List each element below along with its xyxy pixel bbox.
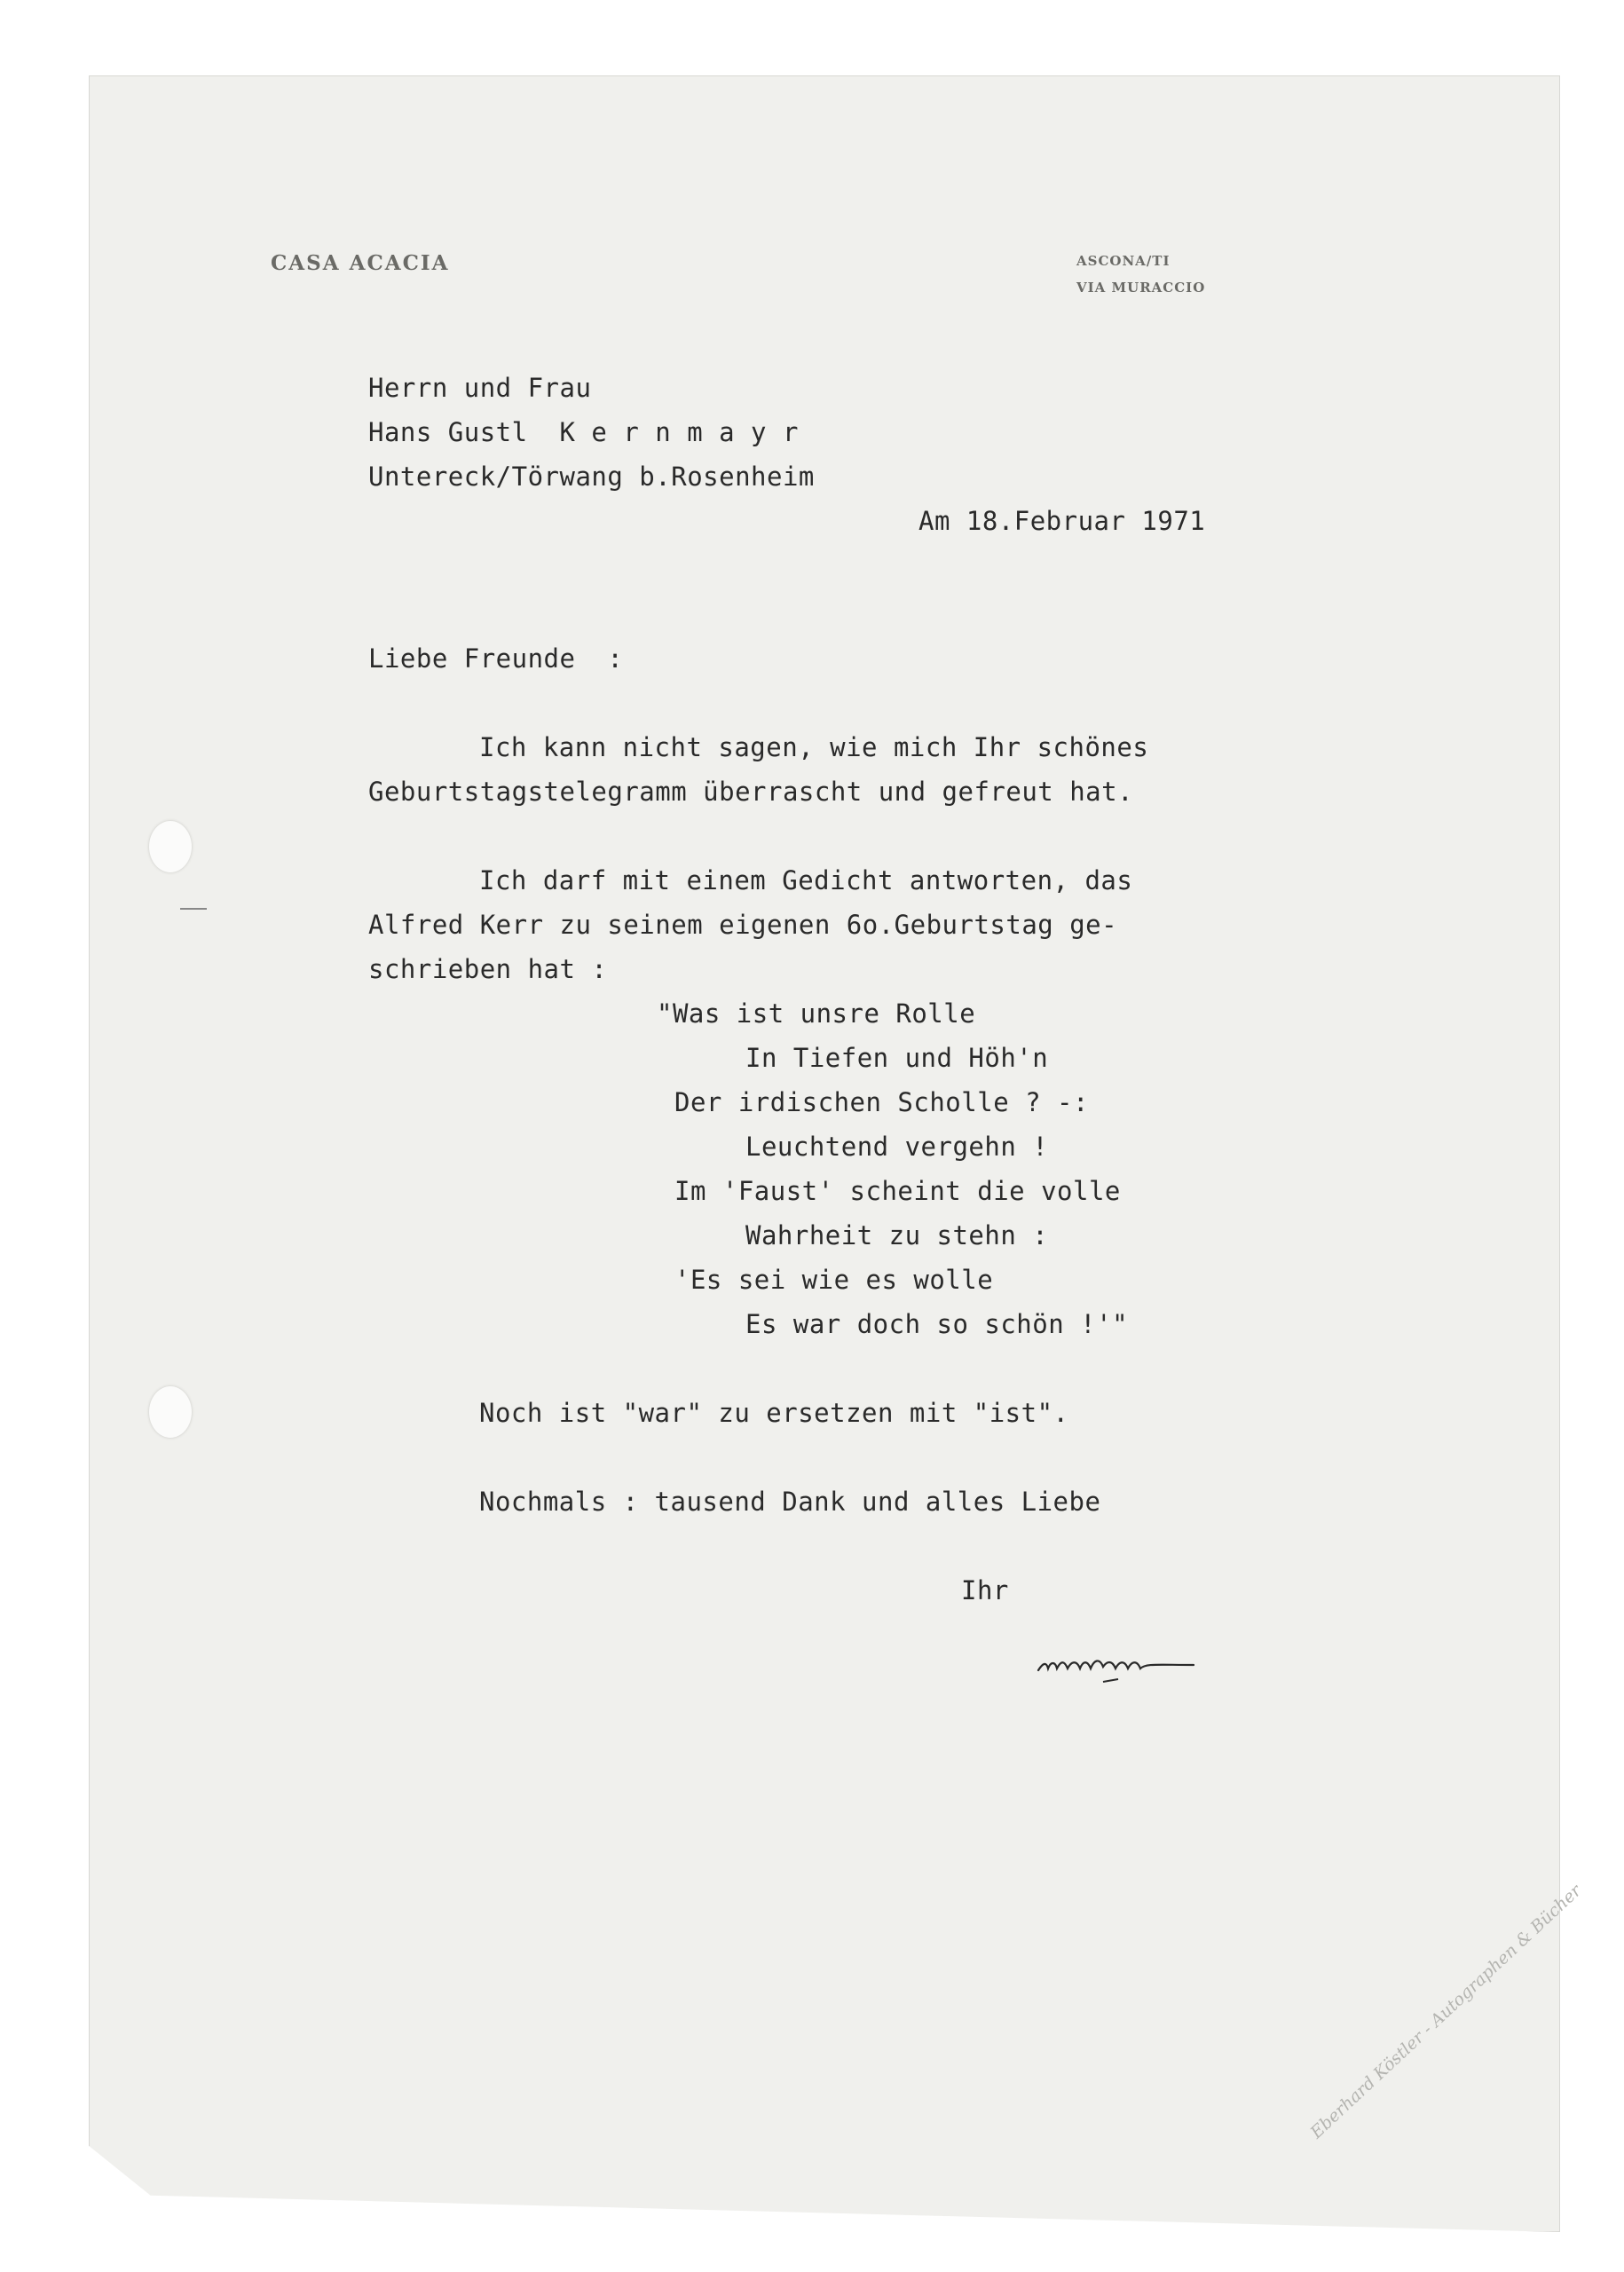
paragraph-2-line-3: schrieben hat : (368, 954, 608, 984)
punch-hole-bottom (149, 1386, 192, 1438)
recipient-line-1: Herrn und Frau (368, 373, 592, 403)
poem-line: "Was ist unsre Rolle (657, 998, 976, 1029)
closing-line-1: Noch ist "war" zu ersetzen mit "ist". (479, 1398, 1069, 1428)
poem-line: Leuchtend vergehn ! (745, 1132, 1049, 1162)
salutation: Liebe Freunde : (368, 643, 624, 674)
paragraph-2-line-2: Alfred Kerr zu seinem eigenen 6o.Geburtstag ge- (368, 910, 1118, 940)
paragraph-1-line-1: Ich kann nicht sagen, wie mich Ihr schönes (479, 732, 1149, 762)
sign-off: Ihr (961, 1575, 1009, 1605)
watermark-text: Eberhard Köstler - Autographen & Bücher (1306, 1881, 1586, 2143)
poem-line: In Tiefen und Höh'n (745, 1043, 1049, 1073)
paragraph-2-line-1: Ich darf mit einem Gedicht antworten, das (479, 865, 1133, 895)
poem-line: Wahrheit zu stehn : (745, 1220, 1049, 1250)
margin-mark (180, 908, 207, 910)
handwritten-signature (1034, 1642, 1202, 1686)
paragraph-1-line-2: Geburtstagstelegramm überrascht und gefreut hat. (368, 777, 1134, 807)
recipient-line-3: Untereck/Törwang b.Rosenheim (368, 462, 815, 492)
poem-line: 'Es sei wie es wolle (674, 1265, 994, 1295)
letterhead-street: VIA MURACCIO (1076, 280, 1206, 296)
letterhead-place: ASCONA/TI (1076, 253, 1171, 269)
letterhead-name: CASA ACACIA (271, 251, 450, 275)
letter-date: Am 18.Februar 1971 (918, 506, 1206, 536)
poem-line: Der irdischen Scholle ? -: (674, 1087, 1089, 1117)
recipient-line-2: Hans Gustl K e r n m a y r (368, 417, 799, 447)
poem-line: Es war doch so schön !'" (745, 1309, 1129, 1339)
punch-hole-top (149, 821, 192, 872)
closing-line-2: Nochmals : tausend Dank und alles Liebe (479, 1487, 1101, 1517)
poem-line: Im 'Faust' scheint die volle (674, 1176, 1121, 1206)
